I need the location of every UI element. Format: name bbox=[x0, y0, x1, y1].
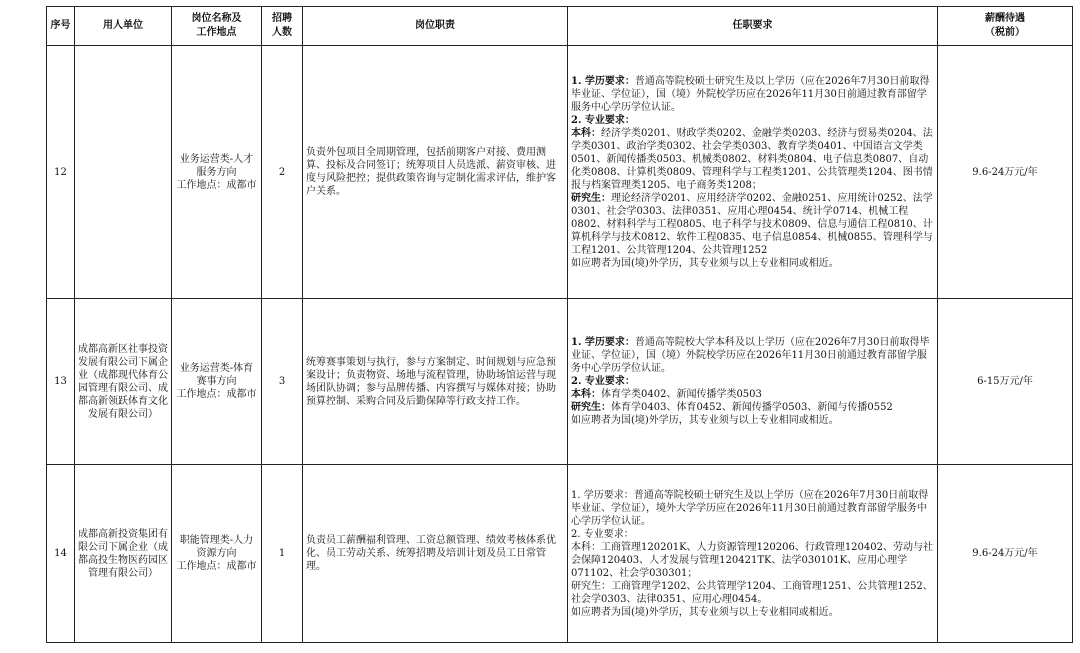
table-row bbox=[47, 299, 1073, 465]
header-duty: 岗位职责 bbox=[303, 7, 568, 46]
header-requirements: 任职要求 bbox=[568, 7, 938, 46]
row-position: 业务运营类-体育 赛事方向 工作地点：成都市 bbox=[172, 299, 262, 465]
header-salary: 薪酬待遇 （税前） bbox=[938, 7, 1073, 46]
req-major-label: 2. 专业要求： bbox=[571, 114, 635, 126]
req-undergrad: 本科：工商管理120201K、人力资源管理120206、行政管理120402、劳动与社会保障120403、人才发展与管理120421TK、法学030101K、应用心理学071102、社会学030301； bbox=[571, 541, 933, 579]
row-salary: 9.6-24万元/年 bbox=[938, 465, 1073, 643]
req-education: 1. 学历要求：普通高等院校硕士研究生及以上学历（应在2026年7月30日前取得毕业证、学位证），国（境）外院校学历应在2026年11月30日前通过教育部留学服务中心学历学位认证。 bbox=[571, 75, 930, 113]
req-major-label: 2. 专业要求： bbox=[571, 528, 634, 540]
row-salary: 6-15万元/年 bbox=[938, 299, 1073, 465]
row-count: 2 bbox=[262, 46, 303, 299]
header-unit: 用人单位 bbox=[75, 7, 172, 46]
row-requirements bbox=[568, 299, 938, 465]
row-requirements bbox=[568, 46, 938, 299]
req-education: 1. 学历要求：普通高等院校大学本科及以上学历（应在2026年7月30日前取得毕业证、学位证），国（境）外院校学历应在2026年11月30日前通过教育部留学服务中心学历学位认证。 bbox=[571, 337, 930, 374]
req-note: 如应聘者为国(境)外学历，其专业须与以上专业相同或相近。 bbox=[571, 606, 839, 618]
header-seq: 序号 bbox=[47, 7, 75, 46]
recruitment-table bbox=[46, 6, 1073, 643]
req-postgrad: 研究生：体育学0403、体育0452、新闻传播学0503、新闻与传播0552 bbox=[571, 402, 893, 413]
header-count: 招聘 人数 bbox=[262, 7, 303, 46]
row-count: 3 bbox=[262, 299, 303, 465]
header-position: 岗位名称及 工作地点 bbox=[172, 7, 262, 46]
row-unit: 成都高新区社事投资发展有限公司下属企业（成都现代体育公园管理有限公司、成都高新领跃体育文化发展有限公司） bbox=[75, 299, 172, 465]
row-requirements bbox=[568, 465, 938, 643]
row-seq: 14 bbox=[47, 465, 75, 643]
table-row bbox=[47, 46, 1073, 299]
header-row bbox=[47, 7, 1073, 46]
row-seq: 13 bbox=[47, 299, 75, 465]
row-duty: 负责员工薪酬福利管理、工资总额管理、绩效考核体系优化、员工劳动关系、统筹招聘及培训计划及员工日常管理。 bbox=[303, 465, 568, 643]
row-duty: 负责外包项目全周期管理，包括前期客户对接、费用测算、投标及合同签订；统筹项目人员选派、薪资审核、进度与风险把控；提供政策咨询与定制化需求评估，维护客户关系。 bbox=[303, 46, 568, 299]
row-seq: 12 bbox=[47, 46, 75, 299]
req-education: 1. 学历要求：普通高等院校硕士研究生及以上学历（应在2026年7月30日前取得毕业证、学位证），境外大学学历应在2026年11月30日前通过教育部留学服务中心学历学位认证。 bbox=[571, 489, 929, 527]
req-postgrad: 研究生：工商管理学1202、公共管理学1204、工商管理1251、公共管理1252、社会学0303、法律0351、应用心理0454。 bbox=[571, 580, 933, 605]
req-major-label: 2. 专业要求： bbox=[571, 376, 635, 387]
req-note: 如应聘者为国(境)外学历，其专业须与以上专业相同或相近。 bbox=[571, 257, 839, 269]
row-duty: 统筹赛事策划与执行，参与方案制定、时间规划与应急预案设计；负责物资、场地与流程管理，协助场馆运营与现场团队协调；参与品牌传播、内容撰写与媒体对接；协助预算控制、采购合同及后勤保障等行政支持工作。 bbox=[303, 299, 568, 465]
req-note: 如应聘者为国(境)外学历，其专业须与以上专业相同或相近。 bbox=[571, 415, 839, 426]
row-position: 业务运营类-人才 服务方向 工作地点：成都市 bbox=[172, 46, 262, 299]
row-count: 1 bbox=[262, 465, 303, 643]
row-salary: 9.6-24万元/年 bbox=[938, 46, 1073, 299]
req-postgrad: 研究生：理论经济学0201、应用经济学0202、金融0251、应用统计0252、法学0301、社会学0303、法律0351、应用心理0454、统计学0714、机械工程0802、材料科学与工程0805、电子科学与技术0809、信息与通信工程0810、计算机科学与技术0812、软件工程0835、电子信息0854、机械0855、管理科学与工程1201、公共管理1204、公共管理1252 bbox=[571, 192, 933, 256]
row-position: 职能管理类-人力 资源方向 工作地点：成都市 bbox=[172, 465, 262, 643]
table-row bbox=[47, 465, 1073, 643]
req-undergrad: 本科：经济学类0201、财政学类0202、金融学类0203、经济与贸易类0204、法学类0301、政治学类0302、社会学类0303、教育学类0401、中国语言文学类0501、新闻传播类0503、机械类0802、材料类0804、电子信息类0807、自动化类0808、计算机类0809、管理科学与工程类1201、公共管理类1204、图书情报与档案管理类1205、电子商务类1208； bbox=[571, 127, 933, 191]
row-unit: 成都高新投资集团有限公司下属企业（成都高投生物医药园区管理有限公司） bbox=[75, 465, 172, 643]
row-unit bbox=[75, 46, 172, 299]
req-undergrad: 本科：体育学类0402、新闻传播学类0503 bbox=[571, 389, 762, 400]
